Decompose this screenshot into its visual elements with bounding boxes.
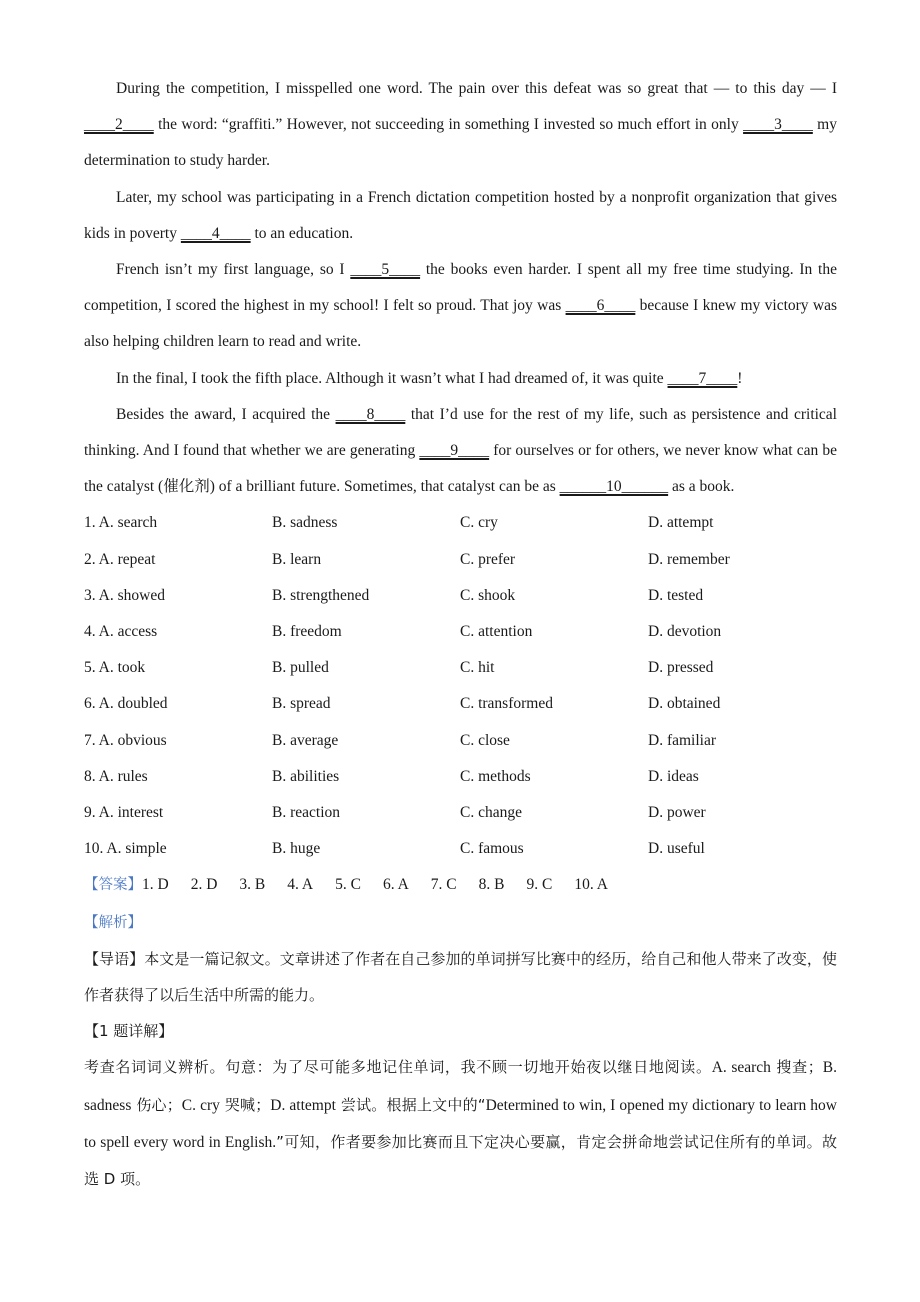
passage-paragraph-4: In the final, I took the fifth place. Although it wasn’t what I had dreamed of, it was quite ____7____!: [116, 369, 743, 387]
option: C. hit: [460, 659, 495, 677]
answer-label: 【答案】: [84, 877, 142, 894]
option: B. spread: [272, 695, 331, 713]
passage-paragraph-5: Besides the award, I acquired the ____8____ that I’d use for the rest of my life, such as persistence and critical thinking. And I found that whether we are generating ____9____ for ourselves or for others, we never know what can be the catalyst (催化剂) of a brilliant future. Sometimes, that catalyst can be as ______10______ as a book.: [84, 405, 837, 496]
analysis-label: 【解析】: [84, 914, 142, 931]
option: C. methods: [460, 767, 531, 785]
option: B. reaction: [272, 803, 341, 821]
analysis-heading: [84, 904, 837, 941]
blank-3: ____3____: [743, 116, 813, 134]
option-row: [84, 578, 837, 614]
answer-item: 2. D: [190, 876, 218, 894]
detail-heading: 【1 题详解】: [84, 1022, 174, 1041]
option: D. power: [648, 803, 706, 821]
option-row: [84, 614, 837, 650]
option: D. obtained: [648, 695, 721, 713]
option: B. learn: [272, 550, 322, 568]
answer-row: [84, 867, 837, 903]
answer-item: 8. B: [478, 876, 505, 894]
guide-label: 【导语】: [84, 949, 145, 968]
answer-item: 7. C: [430, 876, 457, 894]
option: C. shook: [460, 586, 516, 604]
blank-10: ______10______: [559, 478, 669, 496]
passage-paragraph-3: French isn’t my first language, so I ____5____ the books even harder. I spent all my free time studying. In the competition, I scored the highest in my school! I felt so proud. That joy was ____6____ because I knew my victory was also helping children learn to read and write.: [84, 261, 837, 351]
option: 8. A. rules: [84, 767, 148, 785]
option: D. remember: [648, 550, 730, 568]
blank-5: ____5____: [350, 261, 421, 279]
answer-item: 1. D: [142, 876, 169, 894]
option: C. close: [460, 731, 510, 749]
option: C. attention: [460, 623, 533, 640]
option: B. average: [272, 731, 339, 749]
guide-paragraph: 【导语】本文是一篇记叙文。文章讲述了作者在自己参加的单词拼写比赛中的经历，给自己和他人带来了改变，使作者获得了以后生活中所需的能力。: [84, 949, 837, 1004]
option: D. familiar: [648, 731, 717, 749]
option-row: [84, 505, 837, 541]
detail-paragraph: 考查名词词义辨析。句意：为了尽可能多地记住单词，我不顾一切地开始夜以继日地阅读。A. search 搜查；B. sadness 伤心；C. cry 哭喊；D. attempt 尝试。根据上文中的“Determined to win, I opened my dictionary to learn how to spell every word in English.”可知，作者要参加比赛而且下定决心要赢，肯定会拼命地尝试记住所有的单词。故选 D 项。: [84, 1058, 838, 1188]
option-row: [84, 542, 837, 578]
option: C. transformed: [460, 695, 553, 713]
answer-item: 3. B: [239, 876, 266, 894]
answer-item: 6. A: [382, 876, 409, 894]
passage-paragraph-1: During the competition, I misspelled one word. The pain over this defeat was so great that — to this day — I ____2____ the word: “graffiti.” However, not succeeding in something I invested so much effort in only ____3____ my determination to study harder.: [84, 80, 837, 170]
option-row: [84, 686, 837, 722]
option: 3. A. showed: [84, 586, 165, 604]
option: 1. A. search: [84, 514, 158, 532]
option: D. useful: [648, 840, 705, 858]
blank-9: ____9____: [419, 442, 490, 460]
option: 2. A. repeat: [84, 550, 156, 568]
option: 9. A. interest: [84, 803, 164, 821]
option: 5. A. took: [84, 659, 146, 677]
option-row: [84, 650, 837, 686]
answer-item: 9. C: [526, 876, 553, 894]
option: B. strengthened: [272, 586, 370, 604]
option-row: [84, 723, 837, 759]
option-row: [84, 831, 837, 867]
blank-6: ____6____: [565, 297, 636, 315]
blank-8: ____8____: [335, 405, 406, 423]
option: C. famous: [460, 840, 524, 858]
option: B. sadness: [272, 514, 338, 532]
blank-4: ____4____: [180, 224, 251, 242]
options-list: [84, 505, 837, 867]
option: C. change: [460, 803, 522, 821]
option: C. prefer: [460, 550, 516, 568]
option: B. freedom: [272, 623, 342, 640]
option: 10. A. simple: [84, 840, 167, 858]
option: C. cry: [460, 514, 498, 532]
passage-paragraph-2: Later, my school was participating in a French dictation competition hosted by a nonprofit organization that gives kids in poverty ____4____ to an education.: [84, 188, 837, 242]
blank-2: ____2____: [84, 116, 154, 134]
option: D. tested: [648, 586, 704, 604]
option-row: [84, 759, 837, 795]
option: D. devotion: [648, 623, 722, 640]
option: B. abilities: [272, 767, 340, 785]
option: 7. A. obvious: [84, 731, 167, 749]
answer-item: 10. A: [574, 876, 608, 894]
option: D. attempt: [648, 514, 714, 532]
option: 6. A. doubled: [84, 695, 168, 713]
blank-7: ____7____: [667, 369, 738, 387]
option: B. pulled: [272, 659, 329, 677]
option: D. pressed: [648, 659, 714, 677]
option: B. huge: [272, 840, 321, 858]
option: 4. A. access: [84, 623, 158, 640]
option: D. ideas: [648, 767, 699, 785]
answer-item: 5. C: [335, 876, 361, 894]
option-row: [84, 795, 837, 831]
answer-item: 4. A: [287, 876, 314, 894]
document-page: [84, 71, 837, 1197]
